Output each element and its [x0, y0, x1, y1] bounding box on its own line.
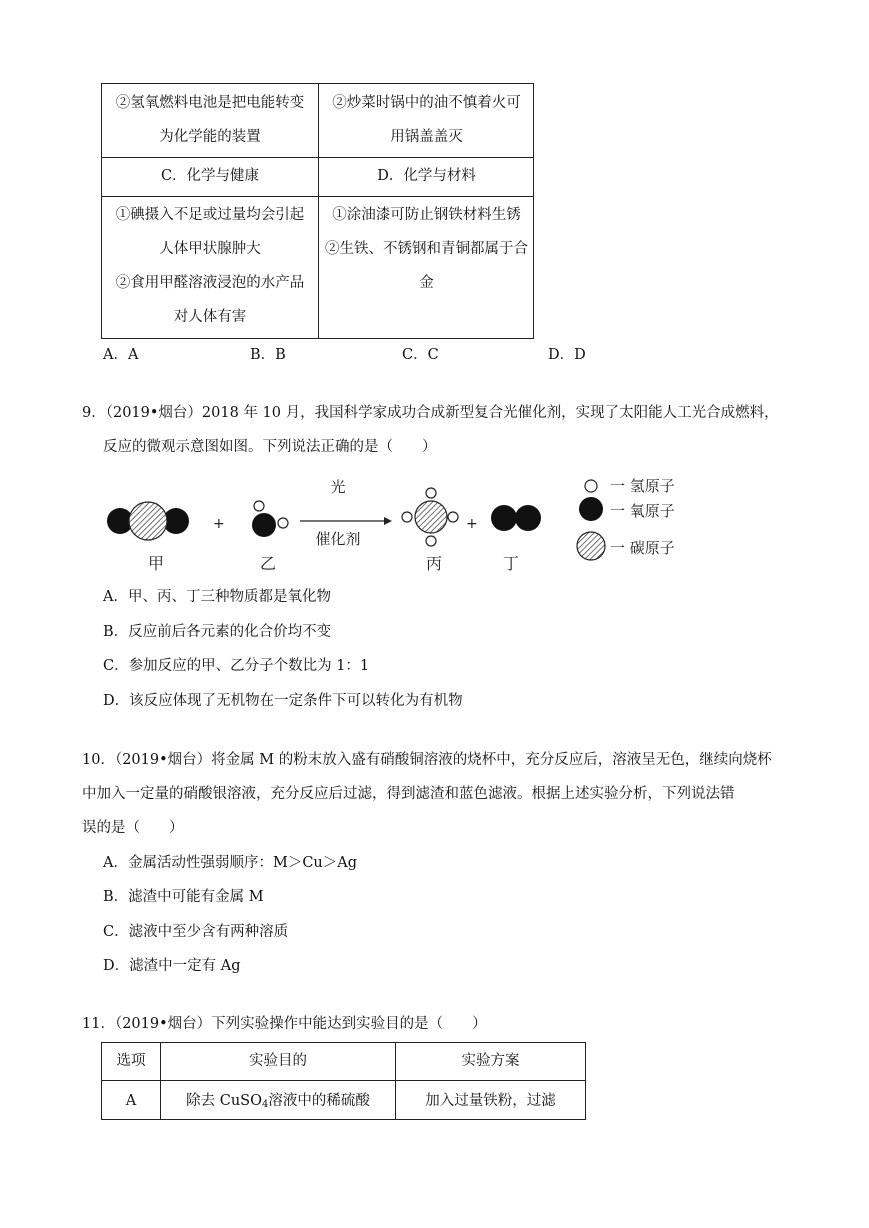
- reaction-diagram: [100, 472, 700, 584]
- q11-table: [101, 1042, 586, 1120]
- cell-line: ①碘摄入不足或过量均会引起: [115, 207, 305, 223]
- legend-oxygen-icon: [579, 497, 603, 521]
- table-cell: [102, 198, 318, 334]
- cell-line: 人体甲状腺肿大: [159, 241, 261, 257]
- diagram-legend: [577, 477, 675, 560]
- q9-stem-line: 反应的微观示意图如图。下列说法正确的是（ ）: [103, 439, 437, 455]
- legend-hydrogen: 一 氢原子: [610, 477, 675, 495]
- table-divider: [102, 196, 533, 197]
- purpose-subscript: 4: [262, 1099, 269, 1110]
- molecule-o2: [491, 505, 541, 531]
- label-bing: 丙: [425, 554, 443, 573]
- q8-option-d[interactable]: D．D: [548, 347, 586, 363]
- legend-carbon-icon: [577, 532, 605, 560]
- q9-stem-line: 9．（2019•烟台）2018 年 10 月，我国科学家成功合成新型复合光催化剂，实现了太阳能人工光合成燃料，: [82, 405, 779, 421]
- q11-stem: 11．（2019•烟台）下列实验操作中能达到实验目的是（ ）: [82, 1016, 487, 1032]
- table-cell: D．化学与材料: [377, 168, 476, 184]
- purpose-text: 除去 CuSO: [186, 1093, 262, 1109]
- label-ding: 丁: [502, 554, 520, 573]
- q9-option-d[interactable]: D．该反应体现了无机物在一定条件下可以转化为有机物: [103, 693, 463, 709]
- table-cell: [102, 86, 318, 154]
- cell-line: ②生铁、不锈钢和青铜都属于合: [325, 241, 528, 257]
- q8-table: [101, 83, 534, 339]
- cell-line: ①涂油漆可防止钢铁材料生锈: [332, 207, 521, 223]
- legend-oxygen: 一 氧原子: [610, 502, 675, 520]
- label-yi: 乙: [259, 554, 277, 573]
- cell-line: 对人体有害: [173, 309, 247, 325]
- cell-line: ②食用甲醛溶液浸泡的水产品: [115, 275, 305, 291]
- table-cell: [319, 86, 534, 154]
- cell-line: 为化学能的装置: [159, 129, 261, 145]
- table-cell: [319, 198, 534, 300]
- label-jia: 甲: [147, 554, 165, 573]
- plus-sign: +: [466, 516, 478, 532]
- cell-line: ②氢氧燃料电池是把电能转变: [115, 95, 305, 111]
- q9-option-b[interactable]: B．反应前后各元素的化合价均不变: [103, 624, 332, 640]
- row-purpose: [161, 1091, 395, 1115]
- q8-option-b[interactable]: B．B: [250, 347, 286, 363]
- q8-option-a[interactable]: A．A: [103, 347, 139, 363]
- cell-line: ②炒菜时锅中的油不慎着火可: [332, 95, 521, 111]
- legend-carbon: 一 碳原子: [610, 539, 675, 557]
- q8-option-c[interactable]: C．C: [402, 347, 439, 363]
- q10-option-d[interactable]: D．滤渣中一定有 Ag: [103, 958, 241, 974]
- q10-option-c[interactable]: C．滤液中至少含有两种溶质: [103, 924, 289, 940]
- header-option: 选项: [116, 1053, 146, 1069]
- molecule-h2o: [252, 501, 288, 537]
- molecule-co2: [107, 502, 189, 540]
- q10-option-b[interactable]: B．滤渣中可能有金属 M: [103, 889, 264, 905]
- q10-option-a[interactable]: A．金属活动性强弱顺序：M＞Cu＞Ag: [103, 855, 358, 871]
- table-divider: [102, 157, 533, 158]
- q9-option-a[interactable]: A．甲、丙、丁三种物质都是氧化物: [103, 589, 331, 605]
- cell-line: 金: [419, 275, 434, 291]
- legend-hydrogen-icon: [585, 480, 597, 492]
- row-option: A: [125, 1093, 137, 1109]
- purpose-text: 溶液中的稀硫酸: [268, 1093, 370, 1109]
- plus-sign: +: [213, 516, 225, 532]
- q10-stem-line: 误的是（ ）: [82, 820, 184, 836]
- header-plan: 实验方案: [461, 1053, 520, 1069]
- arrow-label-catalyst: 催化剂: [315, 530, 361, 548]
- header-purpose: 实验目的: [249, 1053, 307, 1069]
- molecule-methanol: [402, 488, 458, 546]
- row-plan: 加入过量铁粉，过滤: [425, 1093, 556, 1109]
- cell-line: 用锅盖盖灭: [390, 129, 463, 145]
- q10-stem-line: 中加入一定量的硝酸银溶液，充分反应后过滤，得到滤渣和蓝色滤液。根据上述实验分析，下列说法错: [82, 786, 735, 802]
- q9-option-c[interactable]: C．参加反应的甲、乙分子个数比为 1：1: [103, 658, 370, 674]
- arrow-head-icon: [384, 517, 392, 525]
- table-cell: C．化学与健康: [160, 168, 260, 184]
- arrow-label-light: 光: [330, 478, 346, 496]
- table-divider: [102, 1080, 585, 1081]
- q10-stem-line: 10．（2019•烟台）将金属 M 的粉末放入盛有硝酸铜溶液的烧杯中，充分反应后，溶液呈无色，继续向烧杯: [82, 752, 772, 768]
